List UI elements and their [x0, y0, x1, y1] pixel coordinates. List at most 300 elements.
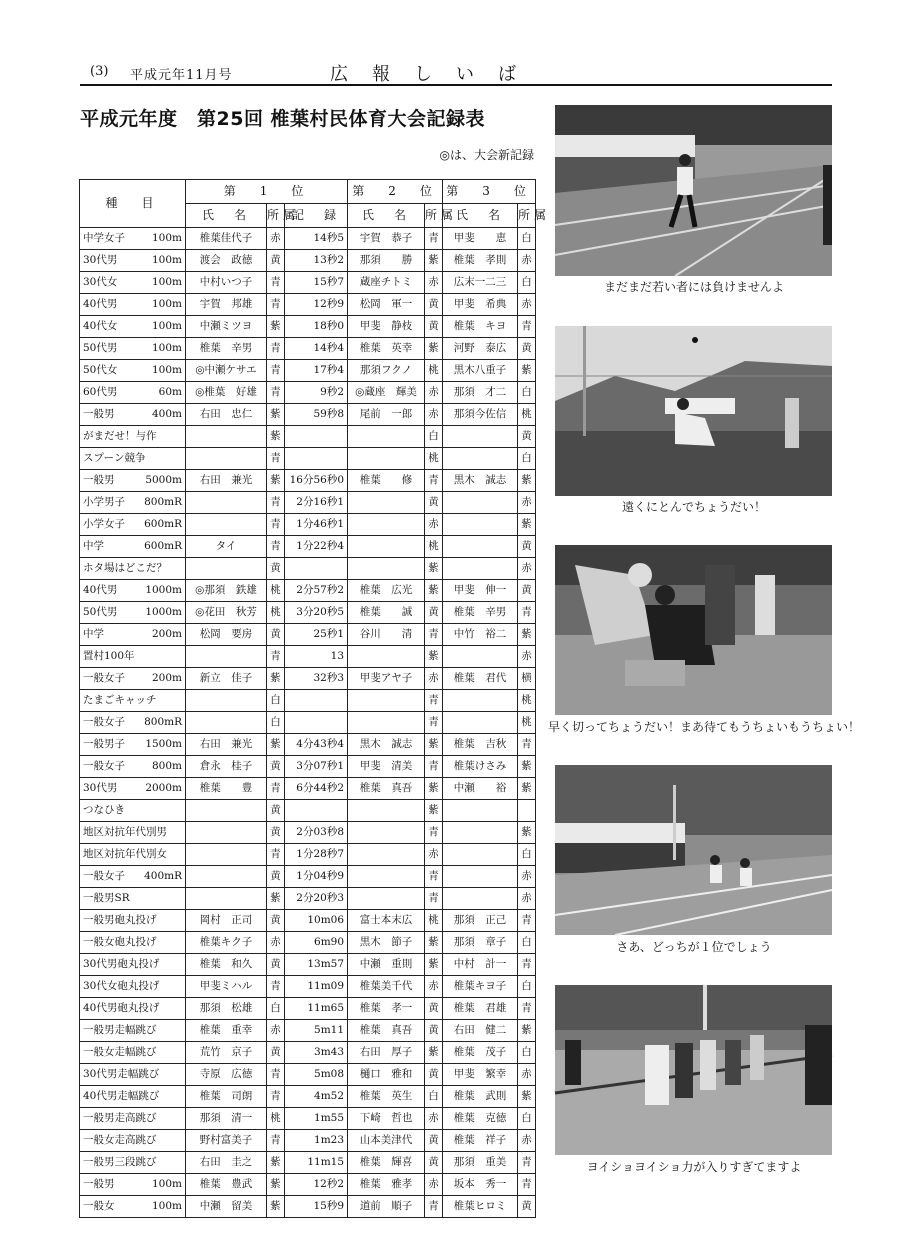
first-record: 3m43 — [285, 1042, 348, 1064]
table-row — [80, 778, 536, 800]
third-name: 椎葉 武則 — [443, 1086, 518, 1108]
first-name — [186, 514, 267, 536]
second-name: 椎葉 輝喜 — [348, 1152, 425, 1174]
table-row — [80, 382, 536, 404]
second-affil: 桃 — [425, 910, 443, 932]
first-affil: 青 — [267, 294, 285, 316]
second-name — [348, 646, 425, 668]
event-name: 30代男 — [83, 254, 118, 266]
event-name: 一般男走幅跳び — [83, 1024, 157, 1036]
second-affil: 紫 — [425, 954, 443, 976]
first-affil: 紫 — [267, 1196, 285, 1218]
second-name: 山本美津代 — [348, 1130, 425, 1152]
event-distance: 800m — [152, 760, 182, 772]
third-name: 椎葉けさみ — [443, 756, 518, 778]
header-name-2: 氏 名 — [348, 204, 425, 228]
event-name: 40代男 — [83, 584, 118, 596]
first-name — [186, 492, 267, 514]
first-name: タイ — [186, 536, 267, 558]
first-affil: 紫 — [267, 404, 285, 426]
third-name — [443, 492, 518, 514]
event-cell — [80, 646, 186, 668]
first-record: 10m06 — [285, 910, 348, 932]
event-cell — [80, 514, 186, 536]
table-row — [80, 470, 536, 492]
third-name: 甲斐 繁幸 — [443, 1064, 518, 1086]
header-affil-3: 所属 — [518, 204, 536, 228]
second-affil: 青 — [425, 690, 443, 712]
first-affil: 紫 — [267, 888, 285, 910]
third-name: 中瀬 裕 — [443, 778, 518, 800]
event-cell — [80, 734, 186, 756]
event-distance: 100m — [152, 298, 182, 310]
event-name: 一般男 — [83, 1178, 115, 1190]
first-affil: 紫 — [267, 668, 285, 690]
event-name: 中学 — [83, 628, 104, 640]
first-affil: 白 — [267, 998, 285, 1020]
event-distance: 5000m — [145, 474, 182, 486]
table-row — [80, 1042, 536, 1064]
second-name — [348, 844, 425, 866]
first-name — [186, 844, 267, 866]
second-affil: 青 — [425, 866, 443, 888]
table-row — [80, 514, 536, 536]
first-affil: 黄 — [267, 558, 285, 580]
first-affil: 黄 — [267, 910, 285, 932]
first-affil: 青 — [267, 646, 285, 668]
event-cell — [80, 360, 186, 382]
first-record — [285, 690, 348, 712]
event-cell — [80, 382, 186, 404]
third-name — [443, 514, 518, 536]
third-affil: 黄 — [518, 1196, 536, 1218]
second-name: 富士本末広 — [348, 910, 425, 932]
first-affil: 紫 — [267, 1174, 285, 1196]
first-affil: 桃 — [267, 602, 285, 624]
third-affil: 白 — [518, 272, 536, 294]
third-affil: 白 — [518, 976, 536, 998]
third-name: 椎葉 君代 — [443, 668, 518, 690]
event-cell — [80, 888, 186, 910]
event-cell — [80, 580, 186, 602]
second-affil: 赤 — [425, 1174, 443, 1196]
third-affil: 青 — [518, 1152, 536, 1174]
event-name: 一般男 — [83, 474, 115, 486]
event-distance: 200m — [152, 672, 182, 684]
second-name: 椎葉 修 — [348, 470, 425, 492]
second-affil: 青 — [425, 888, 443, 910]
event-name: 小学女子 — [83, 518, 125, 530]
event-name: 30代男砲丸投げ — [83, 958, 160, 970]
second-name: 椎葉 雅孝 — [348, 1174, 425, 1196]
first-name: 椎葉 辛男 — [186, 338, 267, 360]
event-distance: 100m — [152, 1178, 182, 1190]
photo-sprint-icon — [555, 105, 832, 276]
first-name: 椎葉佳代子 — [186, 228, 267, 250]
event-name: 小学男子 — [83, 496, 125, 508]
first-name: 松岡 要房 — [186, 624, 267, 646]
first-affil: 黄 — [267, 954, 285, 976]
first-name: 椎葉 和久 — [186, 954, 267, 976]
event-distance: 60m — [158, 386, 182, 398]
first-record — [285, 800, 348, 822]
first-affil: 赤 — [267, 932, 285, 954]
second-name: 椎葉 英幸 — [348, 338, 425, 360]
second-affil: 赤 — [425, 976, 443, 998]
photo-caption-2: 遠くにとんでちょうだい！ — [621, 500, 766, 514]
event-name: 中学女子 — [83, 232, 125, 244]
first-record: 1分28秒7 — [285, 844, 348, 866]
table-row — [80, 1086, 536, 1108]
event-name: 60代男 — [83, 386, 118, 398]
second-affil: 青 — [425, 228, 443, 250]
second-affil: 白 — [425, 426, 443, 448]
third-name: 那須 章子 — [443, 932, 518, 954]
table-row — [80, 272, 536, 294]
first-name — [186, 646, 267, 668]
table-row — [80, 580, 536, 602]
record-note: ◎は、大会新記録 — [439, 148, 534, 162]
event-cell — [80, 426, 186, 448]
third-affil: 赤 — [518, 1064, 536, 1086]
event-cell — [80, 272, 186, 294]
second-name: 谷川 清 — [348, 624, 425, 646]
header-second: 第 2 位 — [348, 180, 443, 204]
event-cell — [80, 844, 186, 866]
third-affil: 赤 — [518, 888, 536, 910]
first-record: 12秒2 — [285, 1174, 348, 1196]
table-row — [80, 448, 536, 470]
third-name: 河野 泰広 — [443, 338, 518, 360]
second-affil: 紫 — [425, 734, 443, 756]
event-name: 一般女 — [83, 1200, 115, 1212]
header-record: 記 録 — [285, 204, 348, 228]
header-first: 第 1 位 — [186, 180, 348, 204]
second-affil: 紫 — [425, 932, 443, 954]
first-name: 宇賀 邦雄 — [186, 294, 267, 316]
second-name: 椎葉 孝一 — [348, 998, 425, 1020]
first-name: 右田 兼光 — [186, 470, 267, 492]
event-name: つなひき — [83, 804, 125, 816]
event-name: 30代男 — [83, 782, 118, 794]
event-cell — [80, 602, 186, 624]
event-cell — [80, 492, 186, 514]
second-affil: 黄 — [425, 602, 443, 624]
header-affil-1: 所属 — [267, 204, 285, 228]
first-record: 1m23 — [285, 1130, 348, 1152]
second-name — [348, 558, 425, 580]
table-row — [80, 888, 536, 910]
third-affil: 紫 — [518, 470, 536, 492]
third-name — [443, 712, 518, 734]
event-cell — [80, 866, 186, 888]
event-name: 一般男SR — [83, 892, 130, 904]
table-row — [80, 294, 536, 316]
first-affil: 黄 — [267, 624, 285, 646]
second-name: 椎葉 広光 — [348, 580, 425, 602]
second-name — [348, 514, 425, 536]
table-row — [80, 536, 536, 558]
third-affil: 白 — [518, 228, 536, 250]
event-cell — [80, 1108, 186, 1130]
second-affil: 黄 — [425, 294, 443, 316]
event-name: 40代女 — [83, 320, 118, 332]
third-affil: 桃 — [518, 712, 536, 734]
third-affil: 黄 — [518, 536, 536, 558]
third-affil: 赤 — [518, 250, 536, 272]
event-name: 一般男砲丸投げ — [83, 914, 157, 926]
photo-race-icon — [555, 765, 832, 935]
second-affil: 黄 — [425, 998, 443, 1020]
third-name: 那須 才二 — [443, 382, 518, 404]
first-record: 3分07秒1 — [285, 756, 348, 778]
first-name: ◎那須 鉄雄 — [186, 580, 267, 602]
third-name: 甲斐 伸一 — [443, 580, 518, 602]
photo-caption-5: ヨイショヨイショ力が入りすぎてますよ — [586, 1160, 802, 1174]
first-record — [285, 448, 348, 470]
third-name — [443, 888, 518, 910]
table-row — [80, 1152, 536, 1174]
first-affil: 桃 — [267, 580, 285, 602]
second-name: 椎葉 誠 — [348, 602, 425, 624]
second-name: 黒木 誠志 — [348, 734, 425, 756]
event-cell — [80, 250, 186, 272]
third-affil: 白 — [518, 448, 536, 470]
header-third: 第 3 位 — [443, 180, 536, 204]
third-affil: 桃 — [518, 690, 536, 712]
first-name — [186, 866, 267, 888]
first-record: 13秒2 — [285, 250, 348, 272]
table-row — [80, 844, 536, 866]
second-affil: 桃 — [425, 360, 443, 382]
first-name: 岡村 正司 — [186, 910, 267, 932]
event-name: 40代男 — [83, 298, 118, 310]
first-record — [285, 558, 348, 580]
first-name: 倉永 桂子 — [186, 756, 267, 778]
third-affil: 紫 — [518, 778, 536, 800]
records-body — [80, 228, 536, 1218]
header-rule — [80, 84, 832, 86]
second-affil: 赤 — [425, 272, 443, 294]
second-name: 椎葉 英生 — [348, 1086, 425, 1108]
third-name: 椎葉 君雄 — [443, 998, 518, 1020]
first-record: 16分56秒0 — [285, 470, 348, 492]
third-affil: 紫 — [518, 756, 536, 778]
first-record: 4m52 — [285, 1086, 348, 1108]
event-name: 30代女 — [83, 276, 118, 288]
second-name: 黒木 節子 — [348, 932, 425, 954]
third-name: 黒木 誠志 — [443, 470, 518, 492]
first-affil: 青 — [267, 382, 285, 404]
table-row — [80, 822, 536, 844]
first-name: 椎葉 豊 — [186, 778, 267, 800]
third-name: 中竹 裕二 — [443, 624, 518, 646]
event-distance: 100m — [152, 1200, 182, 1212]
second-name: 道前 順子 — [348, 1196, 425, 1218]
first-affil: 青 — [267, 514, 285, 536]
event-cell — [80, 228, 186, 250]
third-name: 坂本 秀一 — [443, 1174, 518, 1196]
first-name — [186, 712, 267, 734]
third-name: 椎葉ヒロミ — [443, 1196, 518, 1218]
first-name: ◎花田 秋芳 — [186, 602, 267, 624]
event-distance: 400m — [152, 408, 182, 420]
photo-caption-4: さあ、どっちが１位でしょう — [616, 940, 772, 954]
table-row — [80, 668, 536, 690]
second-affil: 黄 — [425, 492, 443, 514]
event-cell — [80, 976, 186, 998]
event-cell — [80, 294, 186, 316]
photo-caption-1: まだまだ若い者には負けませんよ — [603, 280, 784, 294]
table-row — [80, 866, 536, 888]
event-cell — [80, 822, 186, 844]
first-record: 2分20秒3 — [285, 888, 348, 910]
first-affil: 青 — [267, 272, 285, 294]
event-distance: 600mR — [144, 540, 182, 552]
event-cell — [80, 1174, 186, 1196]
table-row — [80, 338, 536, 360]
second-name: 甲斐 静枝 — [348, 316, 425, 338]
third-affil: 白 — [518, 382, 536, 404]
second-affil: 紫 — [425, 800, 443, 822]
event-name: 一般女子 — [83, 716, 125, 728]
second-affil: 赤 — [425, 668, 443, 690]
second-name: 松岡 軍一 — [348, 294, 425, 316]
event-name: 一般女走高跳び — [83, 1134, 157, 1146]
third-name — [443, 646, 518, 668]
event-name: 40代男砲丸投げ — [83, 1002, 160, 1014]
event-cell — [80, 338, 186, 360]
first-name: 椎葉 司朗 — [186, 1086, 267, 1108]
third-affil: 青 — [518, 910, 536, 932]
second-name: 那須 勝 — [348, 250, 425, 272]
table-row — [80, 602, 536, 624]
table-row — [80, 690, 536, 712]
second-name: 中瀬 重則 — [348, 954, 425, 976]
table-row — [80, 712, 536, 734]
first-affil: 赤 — [267, 228, 285, 250]
second-affil: 赤 — [425, 382, 443, 404]
first-affil: 赤 — [267, 1020, 285, 1042]
third-affil: 白 — [518, 1108, 536, 1130]
event-distance: 800mR — [144, 496, 182, 508]
event-cell — [80, 624, 186, 646]
second-name — [348, 712, 425, 734]
event-name: 一般女子 — [83, 672, 125, 684]
third-name — [443, 800, 518, 822]
event-name: 一般女砲丸投げ — [83, 936, 157, 948]
event-name: 50代男 — [83, 606, 118, 618]
first-name: 那須 松雄 — [186, 998, 267, 1020]
first-record: 15秒9 — [285, 1196, 348, 1218]
first-record: 2分03秒8 — [285, 822, 348, 844]
second-name: 宇賀 恭子 — [348, 228, 425, 250]
second-name — [348, 800, 425, 822]
second-name — [348, 822, 425, 844]
event-cell — [80, 932, 186, 954]
second-affil: 黄 — [425, 1130, 443, 1152]
second-name — [348, 536, 425, 558]
third-name — [443, 426, 518, 448]
event-distance: 400mR — [144, 870, 182, 882]
second-affil: 紫 — [425, 250, 443, 272]
header-event: 種 目 — [80, 180, 186, 228]
second-name: 右田 厚子 — [348, 1042, 425, 1064]
first-record — [285, 712, 348, 734]
event-cell — [80, 690, 186, 712]
first-record: 11m65 — [285, 998, 348, 1020]
table-row — [80, 426, 536, 448]
event-name: 一般男三段跳び — [83, 1156, 157, 1168]
event-name: 地区対抗年代別女 — [83, 848, 167, 860]
third-affil: 赤 — [518, 558, 536, 580]
third-affil: 青 — [518, 316, 536, 338]
event-name: 30代男走幅跳び — [83, 1068, 160, 1080]
second-name: 樋口 雅和 — [348, 1064, 425, 1086]
first-affil: 白 — [267, 712, 285, 734]
first-affil: 黄 — [267, 1042, 285, 1064]
third-affil: 白 — [518, 844, 536, 866]
table-row — [80, 228, 536, 250]
third-affil: 黄 — [518, 426, 536, 448]
third-name: 椎葉 祥子 — [443, 1130, 518, 1152]
third-name: 中村 計一 — [443, 954, 518, 976]
second-affil: 紫 — [425, 1042, 443, 1064]
second-affil: 紫 — [425, 558, 443, 580]
second-name: 下崎 哲也 — [348, 1108, 425, 1130]
first-name: 新立 佳子 — [186, 668, 267, 690]
event-name: がまだせ！与作 — [83, 430, 157, 442]
event-cell — [80, 448, 186, 470]
event-cell — [80, 778, 186, 800]
second-name: 甲斐アヤ子 — [348, 668, 425, 690]
first-name — [186, 448, 267, 470]
second-affil: 赤 — [425, 404, 443, 426]
second-affil: 青 — [425, 624, 443, 646]
event-distance: 200m — [152, 628, 182, 640]
first-affil: 黄 — [267, 800, 285, 822]
event-cell — [80, 1042, 186, 1064]
first-affil: 青 — [267, 976, 285, 998]
event-distance: 1000m — [145, 584, 182, 596]
third-affil: 青 — [518, 954, 536, 976]
third-name: 椎葉 茂子 — [443, 1042, 518, 1064]
first-record: 2分16秒1 — [285, 492, 348, 514]
event-name: 中学 — [83, 540, 104, 552]
event-distance: 800mR — [144, 716, 182, 728]
second-affil: 桃 — [425, 448, 443, 470]
first-record: 14秒5 — [285, 228, 348, 250]
first-affil: 青 — [267, 360, 285, 382]
first-record: 11m15 — [285, 1152, 348, 1174]
event-name: スプーン競争 — [83, 452, 146, 464]
event-name: 30代女砲丸投げ — [83, 980, 160, 992]
second-affil: 紫 — [425, 338, 443, 360]
third-affil: 黄 — [518, 580, 536, 602]
second-name: 椎葉 真吾 — [348, 778, 425, 800]
second-name — [348, 492, 425, 514]
third-name: 甲斐 恵 — [443, 228, 518, 250]
first-record: 13 — [285, 646, 348, 668]
third-affil: 白 — [518, 1042, 536, 1064]
third-name: 椎葉 辛男 — [443, 602, 518, 624]
photo-throw-icon — [555, 326, 832, 496]
second-name: 甲斐 清美 — [348, 756, 425, 778]
event-cell — [80, 558, 186, 580]
first-name: 椎葉 重幸 — [186, 1020, 267, 1042]
first-record: 1分46秒1 — [285, 514, 348, 536]
third-name: 黒木八重子 — [443, 360, 518, 382]
